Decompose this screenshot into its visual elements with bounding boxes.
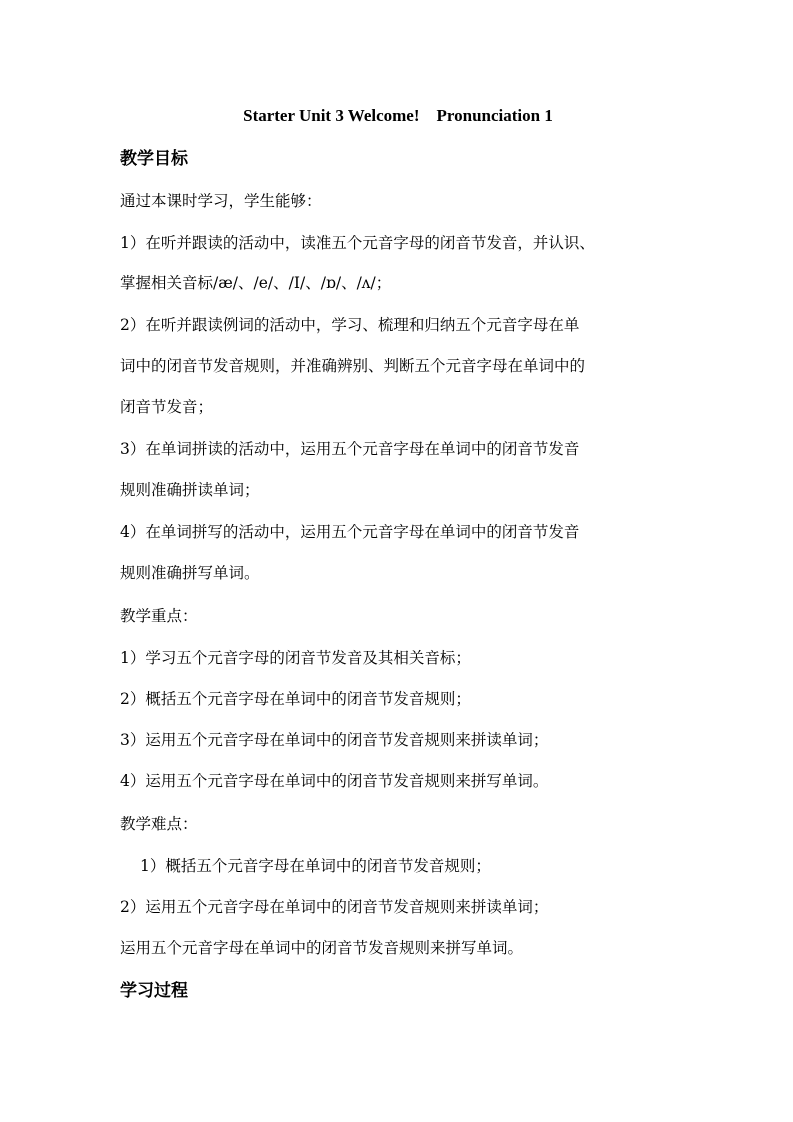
difficulty-line: 1）概括五个元音字母在单词中的闭音节发音规则； <box>140 857 491 875</box>
key-point-line: 3）运用五个元音字母在单词中的闭音节发音规则来拼读单词； <box>120 731 549 749</box>
objective-line: 1）在听并跟读的活动中，读准五个元音字母的闭音节发音，并认识、 <box>120 234 595 252</box>
objective-line: 3）在单词拼读的活动中，运用五个元音字母在单词中的闭音节发音 <box>120 440 580 458</box>
difficulty-line: 2）运用五个元音字母在单词中的闭音节发音规则来拼读单词； <box>120 898 549 916</box>
key-points-label: 教学重点： <box>120 607 198 625</box>
page-title: Starter Unit 3 Welcome! Pronunciation 1 <box>243 106 553 125</box>
section-heading-process: 学习过程 <box>120 981 188 1001</box>
objective-line: 4）在单词拼写的活动中，运用五个元音字母在单词中的闭音节发音 <box>120 523 580 541</box>
key-point-line: 4）运用五个元音字母在单词中的闭音节发音规则来拼写单词。 <box>120 772 549 790</box>
objective-line: 规则准确拼写单词。 <box>120 564 260 582</box>
objective-line: 词中的闭音节发音规则，并准确辨别、判断五个元音字母在单词中的 <box>120 357 586 375</box>
objective-line: 闭音节发音； <box>120 398 214 416</box>
objective-line: 2）在听并跟读例词的活动中，学习、梳理和归纳五个元音字母在单 <box>120 316 580 334</box>
difficulty-line: 运用五个元音字母在单词中的闭音节发音规则来拼写单词。 <box>120 939 524 957</box>
key-point-line: 2）概括五个元音字母在单词中的闭音节发音规则； <box>120 690 471 708</box>
intro-text: 通过本课时学习，学生能够： <box>120 192 322 210</box>
difficulties-label: 教学难点： <box>120 815 198 833</box>
objective-line: 掌握相关音标/æ/、/e/、/I/、/ɒ/、/ʌ/； <box>120 274 392 292</box>
objective-line: 规则准确拼读单词； <box>120 481 260 499</box>
key-point-line: 1）学习五个元音字母的闭音节发音及其相关音标； <box>120 649 471 667</box>
section-heading-objectives: 教学目标 <box>120 149 188 169</box>
